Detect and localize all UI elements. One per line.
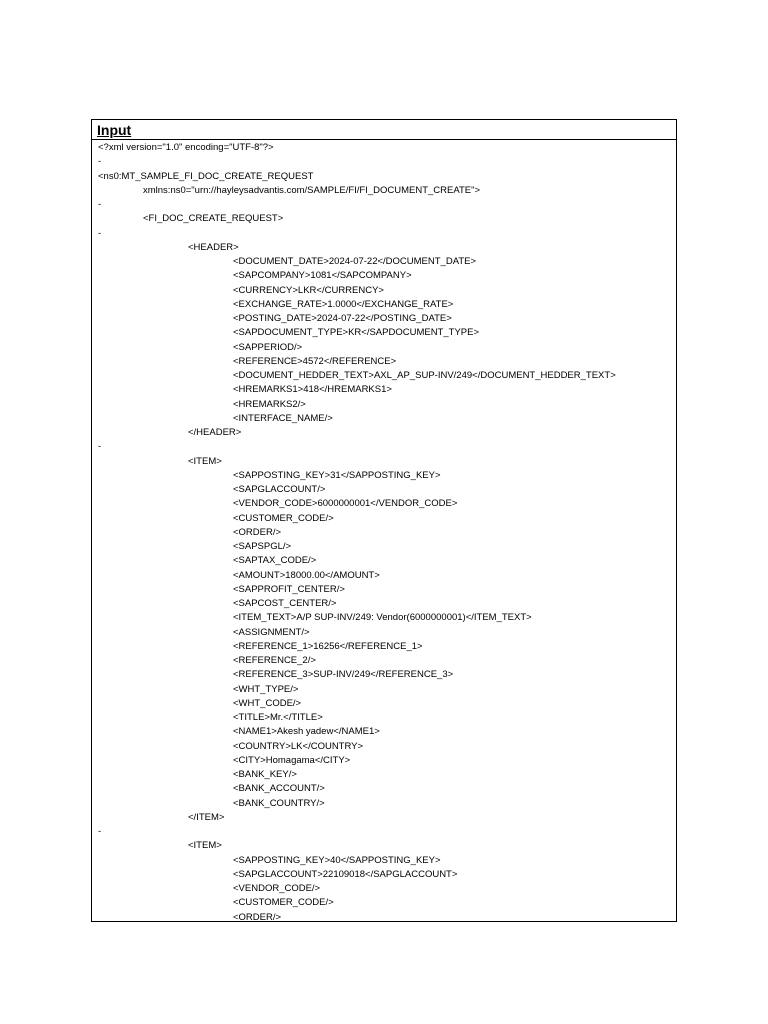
- xml-line: <BANK_COUNTRY/>: [233, 797, 325, 809]
- xml-line: <BANK_ACCOUNT/>: [233, 783, 325, 795]
- xml-line: <SAPPOSTING_KEY>40</SAPPOSTING_KEY>: [233, 854, 441, 866]
- xml-line: <VENDOR_CODE/>: [233, 883, 321, 894]
- xml-line: <REFERENCE_3>SUP-INV/249</REFERENCE_3>: [233, 669, 454, 681]
- xml-line: <ITEM>: [188, 840, 222, 852]
- xml-line: <CUSTOMER_CODE/>: [233, 897, 334, 909]
- xml-line: <REFERENCE_1>16256</REFERENCE_1>: [233, 640, 423, 652]
- collapse-marker[interactable]: -: [98, 156, 102, 168]
- xml-line: <ORDER/>: [233, 526, 282, 538]
- xml-line: <WHT_CODE/>: [233, 697, 302, 709]
- xml-line: <?xml version="1.0" encoding="UTF-8"?>: [98, 142, 274, 153]
- xml-line: <INTERFACE_NAME/>: [233, 412, 333, 424]
- collapse-marker[interactable]: -: [98, 199, 102, 210]
- xml-line: <SAPTAX_CODE/>: [233, 555, 317, 567]
- xml-line: <VENDOR_CODE>6000000001</VENDOR_CODE>: [233, 498, 458, 510]
- xml-line: <REFERENCE>4572</REFERENCE>: [233, 355, 397, 367]
- xml-line: <WHT_TYPE/>: [233, 683, 299, 695]
- xml-line: <FI_DOC_CREATE_REQUEST>: [143, 213, 284, 225]
- xml-line: <SAPPOSTING_KEY>31</SAPPOSTING_KEY>: [233, 469, 441, 481]
- xml-line: <DOCUMENT_HEDDER_TEXT>AXL_AP_SUP-INV/249</DOCUMENT_HEDDER_TEXT>: [233, 370, 616, 381]
- collapse-marker[interactable]: -: [98, 826, 102, 837]
- xml-line: <BANK_KEY/>: [233, 769, 297, 780]
- xml-line: <REFERENCE_2/>: [233, 655, 316, 666]
- xml-line: <SAPSPGL/>: [233, 541, 292, 552]
- document-title: Input: [97, 122, 132, 138]
- xml-line: </ITEM>: [188, 811, 225, 823]
- xml-line: <TITLE>Mr.</TITLE>: [233, 712, 323, 723]
- collapse-marker[interactable]: -: [98, 227, 102, 239]
- xml-line: <ITEM_TEXT>A/P SUP-INV/249: Vendor(6000000001)</ITEM_TEXT>: [233, 612, 532, 624]
- xml-line: <ASSIGNMENT/>: [233, 626, 310, 638]
- xml-line: <SAPGLACCOUNT>22109018</SAPGLACCOUNT>: [233, 868, 458, 880]
- xml-line: <SAPCOMPANY>1081</SAPCOMPANY>: [233, 270, 412, 282]
- xml-line: <NAME1>Akesh yadew</NAME1>: [233, 726, 380, 738]
- xml-line: <AMOUNT>18000.00</AMOUNT>: [233, 569, 380, 581]
- xml-line: <ORDER/>: [233, 911, 282, 922]
- xml-line: <POSTING_DATE>2024-07-22</POSTING_DATE>: [233, 313, 452, 324]
- xml-line: <SAPDOCUMENT_TYPE>KR</SAPDOCUMENT_TYPE>: [233, 327, 480, 339]
- xml-line: <HREMARKS2/>: [233, 398, 306, 410]
- xml-line: <HEADER>: [188, 241, 239, 253]
- collapse-marker[interactable]: -: [98, 441, 102, 453]
- document-header: [92, 120, 676, 140]
- xml-line: <CURRENCY>LKR</CURRENCY>: [233, 284, 384, 296]
- xml-line: </HEADER>: [188, 427, 242, 438]
- xml-line: <COUNTRY>LK</COUNTRY>: [233, 740, 364, 752]
- xml-line: xmlns:ns0="urn://hayleysadvantis.com/SAMPLE/FI/FI_DOCUMENT_CREATE">: [143, 184, 481, 196]
- xml-line: <DOCUMENT_DATE>2024-07-22</DOCUMENT_DATE>: [233, 256, 477, 267]
- xml-line: <CITY>Homagama</CITY>: [233, 754, 351, 766]
- xml-line: <SAPCOST_CENTER/>: [233, 598, 337, 609]
- xml-line: <ns0:MT_SAMPLE_FI_DOC_CREATE_REQUEST: [98, 170, 314, 182]
- xml-line: <EXCHANGE_RATE>1.0000</EXCHANGE_RATE>: [233, 298, 454, 310]
- xml-line: <SAPPROFIT_CENTER/>: [233, 583, 345, 595]
- xml-line: <SAPGLACCOUNT/>: [233, 484, 326, 495]
- xml-line: <ITEM>: [188, 455, 222, 467]
- xml-line: <CUSTOMER_CODE/>: [233, 512, 334, 524]
- xml-line: <HREMARKS1>418</HREMARKS1>: [233, 384, 392, 396]
- document-box: [91, 119, 677, 922]
- xml-line: <SAPPERIOD/>: [233, 341, 303, 353]
